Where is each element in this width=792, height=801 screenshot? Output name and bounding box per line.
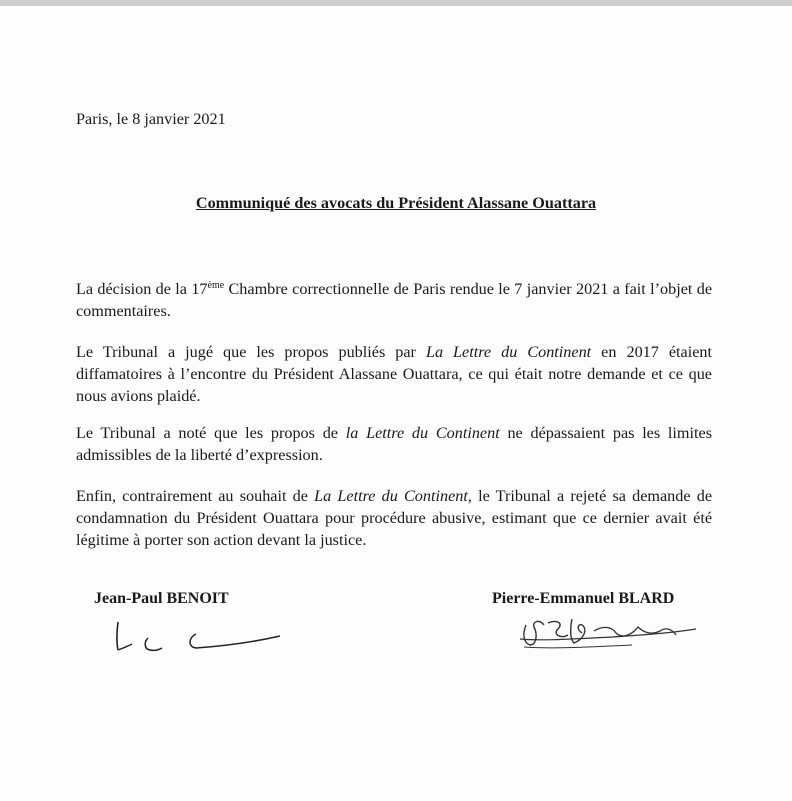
paragraph-3 bbox=[76, 422, 712, 466]
signatory-name-benoit: Jean-Paul BENOIT bbox=[94, 590, 229, 607]
paragraph-2-end: en 2017 étaient diffamatoires à l’encontre du Président Alassane Ouattara, ce qui était notre demande et ce que nous avions plaidé. bbox=[76, 343, 712, 405]
paragraph-2-start: Le Tribunal a jugé que les propos publiés par bbox=[76, 343, 426, 361]
signature-benoit bbox=[104, 612, 294, 658]
document-title: Communiqué des avocats du Président Alassane Ouattara bbox=[195, 194, 597, 212]
paragraph-4-start: Enfin, contrairement au souhait de bbox=[76, 487, 315, 505]
paragraph-3-start: Le Tribunal a noté que les propos de bbox=[76, 424, 346, 442]
document-date: Paris, le 8 janvier 2021 bbox=[76, 110, 226, 128]
paragraph-1-start: La décision de la 17 bbox=[76, 280, 208, 298]
paragraph-4 bbox=[76, 485, 712, 551]
paragraph-4-end: , le Tribunal a rejeté sa demande de condamnation du Président Ouattara pour procédure abusive, estimant que ce dernier avait été légitime à porter son action devant la justice. bbox=[76, 487, 713, 549]
paragraph-2 bbox=[76, 341, 712, 407]
ordinal-superscript: ème bbox=[207, 280, 225, 291]
paragraph-1 bbox=[76, 278, 712, 322]
signatory-name-blard: Pierre-Emmanuel BLARD bbox=[492, 590, 675, 607]
publication-name: La Lettre du Continent bbox=[314, 487, 468, 505]
paragraph-3-end: ne dépassaient pas les limites admissibles de la liberté d’expression. bbox=[76, 424, 712, 464]
document-page bbox=[0, 5, 792, 801]
signature-blard bbox=[512, 609, 702, 655]
publication-name: la Lettre du Continent bbox=[345, 424, 500, 442]
paragraph-1-end: Chambre correctionnelle de Paris rendue le 7 janvier 2021 a fait l’objet de commentaires. bbox=[76, 280, 713, 320]
publication-name: La Lettre du Continent bbox=[425, 343, 592, 361]
